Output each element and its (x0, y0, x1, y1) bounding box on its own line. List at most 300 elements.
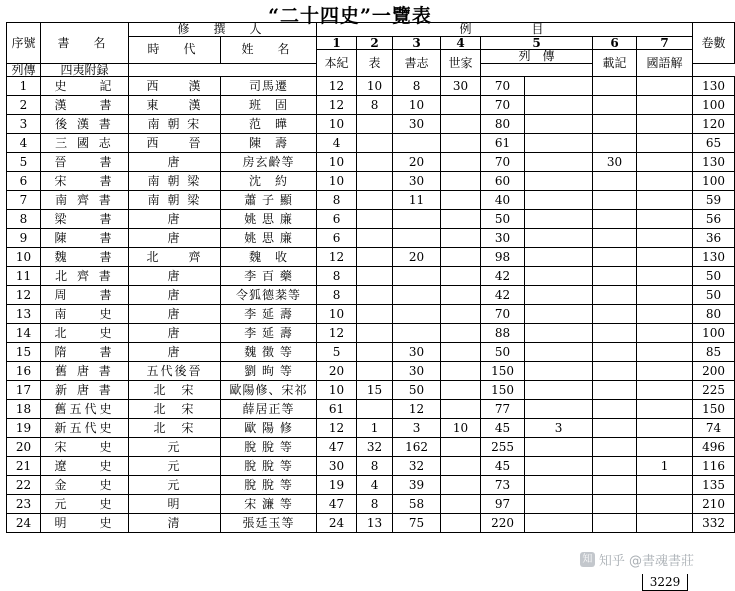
row-volumes: 200 (693, 362, 735, 381)
row-book-name: 新 唐 書 (41, 381, 129, 400)
row-biao (357, 400, 393, 419)
row-zaiji (593, 248, 637, 267)
row-zaiji (593, 438, 637, 457)
row-index: 18 (7, 400, 41, 419)
row-guoyujie (637, 514, 693, 533)
row-era: 西 漢 (129, 77, 221, 96)
row-shijia (441, 324, 481, 343)
row-author: 蕭 子 顯 (221, 191, 317, 210)
row-volumes: 36 (693, 229, 735, 248)
row-guoyujie (637, 476, 693, 495)
row-guoyujie (637, 267, 693, 286)
row-liezhuan: 70 (481, 305, 525, 324)
row-zaiji (593, 210, 637, 229)
row-book-name: 魏 書 (41, 248, 129, 267)
row-shijia (441, 248, 481, 267)
row-benji: 8 (317, 267, 357, 286)
twenty-four-histories-table (6, 22, 735, 533)
row-liezhuan: 40 (481, 191, 525, 210)
header-col-1: 1 (317, 36, 357, 50)
row-volumes: 120 (693, 115, 735, 134)
row-book-name: 宋 書 (41, 172, 129, 191)
table-row (7, 191, 735, 210)
row-index: 14 (7, 324, 41, 343)
row-shuzhi: 8 (393, 77, 441, 96)
table-row (7, 248, 735, 267)
row-benji: 12 (317, 77, 357, 96)
header-index: 序號 (7, 23, 41, 64)
row-biao (357, 172, 393, 191)
row-liezhuan: 80 (481, 115, 525, 134)
row-siyi-fulu (525, 191, 593, 210)
header-category: 例 目 (317, 23, 693, 37)
row-liezhuan: 45 (481, 457, 525, 476)
row-author: 房玄齡等 (221, 153, 317, 172)
row-volumes: 116 (693, 457, 735, 476)
row-book-name: 周 書 (41, 286, 129, 305)
header-book-name: 書 名 (41, 23, 129, 64)
table-row (7, 77, 735, 96)
row-book-name: 史 記 (41, 77, 129, 96)
row-index: 7 (7, 191, 41, 210)
row-zaiji (593, 191, 637, 210)
row-volumes: 496 (693, 438, 735, 457)
row-era: 唐 (129, 324, 221, 343)
row-shuzhi (393, 134, 441, 153)
row-zaiji (593, 400, 637, 419)
row-biao: 8 (357, 96, 393, 115)
row-volumes: 130 (693, 248, 735, 267)
row-shijia (441, 153, 481, 172)
header-compilers: 修 撰 人 (129, 23, 317, 37)
row-volumes: 150 (693, 400, 735, 419)
row-author: 陳 壽 (221, 134, 317, 153)
row-benji: 61 (317, 400, 357, 419)
header-col-4: 4 (441, 36, 481, 50)
row-biao: 8 (357, 495, 393, 514)
row-benji: 4 (317, 134, 357, 153)
row-shijia (441, 362, 481, 381)
row-author: 張廷玉等 (221, 514, 317, 533)
row-shuzhi: 162 (393, 438, 441, 457)
row-era: 唐 (129, 305, 221, 324)
row-guoyujie (637, 305, 693, 324)
row-author: 脫 脫 等 (221, 438, 317, 457)
row-author: 歐 陽 修 (221, 419, 317, 438)
row-shuzhi (393, 229, 441, 248)
table-row (7, 438, 735, 457)
row-biao: 15 (357, 381, 393, 400)
table-body (7, 77, 735, 533)
row-zaiji (593, 77, 637, 96)
row-zaiji (593, 419, 637, 438)
row-index: 6 (7, 172, 41, 191)
header-col-2: 2 (357, 36, 393, 50)
row-volumes: 100 (693, 96, 735, 115)
table-row (7, 134, 735, 153)
row-shijia (441, 286, 481, 305)
row-biao: 10 (357, 77, 393, 96)
row-shuzhi (393, 305, 441, 324)
row-benji: 30 (317, 457, 357, 476)
header-shuzhi: 書志 (393, 50, 441, 77)
row-index: 24 (7, 514, 41, 533)
row-guoyujie (637, 134, 693, 153)
row-guoyujie (637, 153, 693, 172)
row-benji: 12 (317, 324, 357, 343)
row-benji: 6 (317, 229, 357, 248)
row-biao: 1 (357, 419, 393, 438)
row-siyi-fulu (525, 305, 593, 324)
row-author: 宋 濂 等 (221, 495, 317, 514)
row-era: 東 漢 (129, 96, 221, 115)
table-row (7, 115, 735, 134)
row-shuzhi: 30 (393, 343, 441, 362)
row-benji: 24 (317, 514, 357, 533)
row-shijia (441, 495, 481, 514)
row-era: 北 宋 (129, 419, 221, 438)
row-shuzhi: 50 (393, 381, 441, 400)
row-author: 李 延 壽 (221, 305, 317, 324)
table-row (7, 286, 735, 305)
row-zaiji (593, 267, 637, 286)
row-guoyujie (637, 400, 693, 419)
row-volumes: 130 (693, 153, 735, 172)
row-benji: 12 (317, 96, 357, 115)
row-siyi-fulu: 3 (525, 419, 593, 438)
row-era: 北 宋 (129, 381, 221, 400)
row-liezhuan: 88 (481, 324, 525, 343)
row-guoyujie: 1 (637, 457, 693, 476)
row-siyi-fulu (525, 476, 593, 495)
row-benji: 6 (317, 210, 357, 229)
row-biao (357, 229, 393, 248)
row-siyi-fulu (525, 267, 593, 286)
row-shijia (441, 438, 481, 457)
row-volumes: 135 (693, 476, 735, 495)
row-book-name: 北 史 (41, 324, 129, 343)
row-liezhuan: 70 (481, 77, 525, 96)
row-biao: 4 (357, 476, 393, 495)
row-liezhuan: 70 (481, 153, 525, 172)
row-guoyujie (637, 191, 693, 210)
row-siyi-fulu (525, 343, 593, 362)
row-author: 李 百 藥 (221, 267, 317, 286)
row-benji: 19 (317, 476, 357, 495)
row-benji: 10 (317, 153, 357, 172)
row-author: 沈 約 (221, 172, 317, 191)
row-siyi-fulu (525, 153, 593, 172)
row-liezhuan: 50 (481, 343, 525, 362)
row-author: 姚 思 廉 (221, 210, 317, 229)
row-siyi-fulu (525, 210, 593, 229)
row-guoyujie (637, 381, 693, 400)
row-benji: 47 (317, 438, 357, 457)
row-guoyujie (637, 77, 693, 96)
row-shuzhi (393, 286, 441, 305)
row-zaiji (593, 286, 637, 305)
row-index: 23 (7, 495, 41, 514)
table-row (7, 476, 735, 495)
row-shuzhi (393, 324, 441, 343)
row-shijia: 10 (441, 419, 481, 438)
row-book-name: 舊 唐 書 (41, 362, 129, 381)
row-volumes: 50 (693, 286, 735, 305)
header-liezhuan-group: 列 傳 (481, 50, 593, 64)
row-volumes: 225 (693, 381, 735, 400)
row-author: 范 曄 (221, 115, 317, 134)
row-shijia (441, 305, 481, 324)
row-book-name: 陳 書 (41, 229, 129, 248)
row-shuzhi: 30 (393, 172, 441, 191)
row-book-name: 金 史 (41, 476, 129, 495)
watermark-text: 知乎 @書魂書莊 (598, 554, 694, 569)
row-biao (357, 153, 393, 172)
row-book-name: 南 齊 書 (41, 191, 129, 210)
row-volumes: 65 (693, 134, 735, 153)
table-row (7, 96, 735, 115)
row-siyi-fulu (525, 514, 593, 533)
row-author: 班 固 (221, 96, 317, 115)
row-guoyujie (637, 96, 693, 115)
row-shijia (441, 96, 481, 115)
row-shuzhi: 75 (393, 514, 441, 533)
row-liezhuan: 70 (481, 96, 525, 115)
row-index: 3 (7, 115, 41, 134)
row-liezhuan: 220 (481, 514, 525, 533)
row-author: 脫 脫 等 (221, 476, 317, 495)
row-era: 北 宋 (129, 400, 221, 419)
row-shuzhi: 20 (393, 153, 441, 172)
row-shuzhi: 32 (393, 457, 441, 476)
row-liezhuan: 98 (481, 248, 525, 267)
row-benji: 10 (317, 172, 357, 191)
row-guoyujie (637, 438, 693, 457)
table-row (7, 267, 735, 286)
row-shijia (441, 172, 481, 191)
row-index: 1 (7, 77, 41, 96)
row-shuzhi: 30 (393, 115, 441, 134)
row-benji: 47 (317, 495, 357, 514)
row-index: 11 (7, 267, 41, 286)
row-book-name: 漢 書 (41, 96, 129, 115)
row-book-name: 隋 書 (41, 343, 129, 362)
row-biao (357, 286, 393, 305)
row-liezhuan: 42 (481, 267, 525, 286)
table-row (7, 457, 735, 476)
row-index: 19 (7, 419, 41, 438)
row-volumes: 56 (693, 210, 735, 229)
row-volumes: 130 (693, 77, 735, 96)
row-zaiji (593, 134, 637, 153)
row-biao (357, 115, 393, 134)
row-liezhuan: 45 (481, 419, 525, 438)
row-zaiji (593, 305, 637, 324)
row-era: 唐 (129, 343, 221, 362)
row-siyi-fulu (525, 77, 593, 96)
row-siyi-fulu (525, 229, 593, 248)
row-zaiji (593, 229, 637, 248)
table-row (7, 305, 735, 324)
table-row (7, 419, 735, 438)
row-volumes: 59 (693, 191, 735, 210)
row-liezhuan: 50 (481, 210, 525, 229)
row-era: 南 朝 梁 (129, 191, 221, 210)
header-shijia: 世家 (441, 50, 481, 77)
row-volumes: 100 (693, 324, 735, 343)
row-biao (357, 343, 393, 362)
row-era: 北 齊 (129, 248, 221, 267)
row-zaiji: 30 (593, 153, 637, 172)
table-row (7, 400, 735, 419)
row-zaiji (593, 343, 637, 362)
watermark-badge-icon: 知 (580, 552, 595, 567)
row-shuzhi: 58 (393, 495, 441, 514)
row-liezhuan: 77 (481, 400, 525, 419)
row-era: 元 (129, 476, 221, 495)
row-biao: 32 (357, 438, 393, 457)
header-col-7: 7 (637, 36, 693, 50)
row-index: 8 (7, 210, 41, 229)
row-siyi-fulu (525, 96, 593, 115)
row-book-name: 舊五代史 (41, 400, 129, 419)
row-author: 魏 收 (221, 248, 317, 267)
row-book-name: 新五代史 (41, 419, 129, 438)
row-era: 唐 (129, 229, 221, 248)
header-liezhuan: 列傳 (7, 63, 41, 77)
row-benji: 10 (317, 305, 357, 324)
row-book-name: 後 漢 書 (41, 115, 129, 134)
row-shuzhi (393, 267, 441, 286)
row-guoyujie (637, 286, 693, 305)
row-siyi-fulu (525, 286, 593, 305)
table-row (7, 210, 735, 229)
table-row (7, 343, 735, 362)
row-era: 唐 (129, 286, 221, 305)
row-shuzhi: 20 (393, 248, 441, 267)
row-era: 唐 (129, 210, 221, 229)
header-col-3: 3 (393, 36, 441, 50)
row-index: 9 (7, 229, 41, 248)
row-biao: 13 (357, 514, 393, 533)
table-row (7, 362, 735, 381)
row-benji: 5 (317, 343, 357, 362)
row-guoyujie (637, 248, 693, 267)
table-row (7, 153, 735, 172)
row-author: 令狐德棻等 (221, 286, 317, 305)
row-siyi-fulu (525, 134, 593, 153)
row-index: 21 (7, 457, 41, 476)
row-biao: 8 (357, 457, 393, 476)
row-author: 司馬遷 (221, 77, 317, 96)
row-era: 元 (129, 438, 221, 457)
row-zaiji (593, 514, 637, 533)
header-zaiji: 載記 (593, 50, 637, 77)
row-zaiji (593, 362, 637, 381)
row-book-name: 南 史 (41, 305, 129, 324)
row-siyi-fulu (525, 381, 593, 400)
row-index: 2 (7, 96, 41, 115)
row-era: 五代後晉 (129, 362, 221, 381)
row-liezhuan: 42 (481, 286, 525, 305)
page-title: “二十四史”一覽表 (268, 5, 432, 27)
row-zaiji (593, 96, 637, 115)
row-shijia (441, 457, 481, 476)
row-book-name: 遼 史 (41, 457, 129, 476)
header-col-6: 6 (593, 36, 637, 50)
row-book-name: 明 史 (41, 514, 129, 533)
row-book-name: 梁 書 (41, 210, 129, 229)
row-shijia (441, 210, 481, 229)
row-author: 歐陽修、宋祁 (221, 381, 317, 400)
row-liezhuan: 255 (481, 438, 525, 457)
row-benji: 8 (317, 286, 357, 305)
row-volumes: 85 (693, 343, 735, 362)
row-era: 南 朝 梁 (129, 172, 221, 191)
row-shijia (441, 134, 481, 153)
header-benji: 本紀 (317, 50, 357, 77)
row-shijia (441, 381, 481, 400)
row-liezhuan: 30 (481, 229, 525, 248)
row-guoyujie (637, 495, 693, 514)
row-biao (357, 248, 393, 267)
header-col-5: 5 (481, 36, 593, 50)
header-biao: 表 (357, 50, 393, 77)
row-siyi-fulu (525, 362, 593, 381)
row-era: 明 (129, 495, 221, 514)
table-head (7, 23, 735, 77)
row-author: 魏 徴 等 (221, 343, 317, 362)
table-row (7, 514, 735, 533)
row-index: 22 (7, 476, 41, 495)
row-book-name: 元 史 (41, 495, 129, 514)
row-benji: 8 (317, 191, 357, 210)
row-shijia (441, 229, 481, 248)
row-index: 5 (7, 153, 41, 172)
row-book-name: 北 齊 書 (41, 267, 129, 286)
row-era: 南 朝 宋 (129, 115, 221, 134)
row-zaiji (593, 115, 637, 134)
row-liezhuan: 150 (481, 381, 525, 400)
row-index: 4 (7, 134, 41, 153)
row-shuzhi: 3 (393, 419, 441, 438)
row-siyi-fulu (525, 457, 593, 476)
row-index: 20 (7, 438, 41, 457)
row-guoyujie (637, 172, 693, 191)
row-biao (357, 362, 393, 381)
watermark (580, 550, 694, 569)
row-book-name: 三 國 志 (41, 134, 129, 153)
row-guoyujie (637, 362, 693, 381)
row-benji: 10 (317, 381, 357, 400)
row-guoyujie (637, 115, 693, 134)
row-biao (357, 324, 393, 343)
row-liezhuan: 97 (481, 495, 525, 514)
row-shuzhi (393, 210, 441, 229)
row-siyi-fulu (525, 172, 593, 191)
row-siyi-fulu (525, 248, 593, 267)
row-era: 唐 (129, 153, 221, 172)
row-guoyujie (637, 324, 693, 343)
row-zaiji (593, 476, 637, 495)
header-siyi-fulu: 四夷附録 (41, 63, 129, 77)
row-zaiji (593, 324, 637, 343)
row-volumes: 80 (693, 305, 735, 324)
row-benji: 12 (317, 419, 357, 438)
row-shijia (441, 476, 481, 495)
row-zaiji (593, 381, 637, 400)
row-shijia: 30 (441, 77, 481, 96)
